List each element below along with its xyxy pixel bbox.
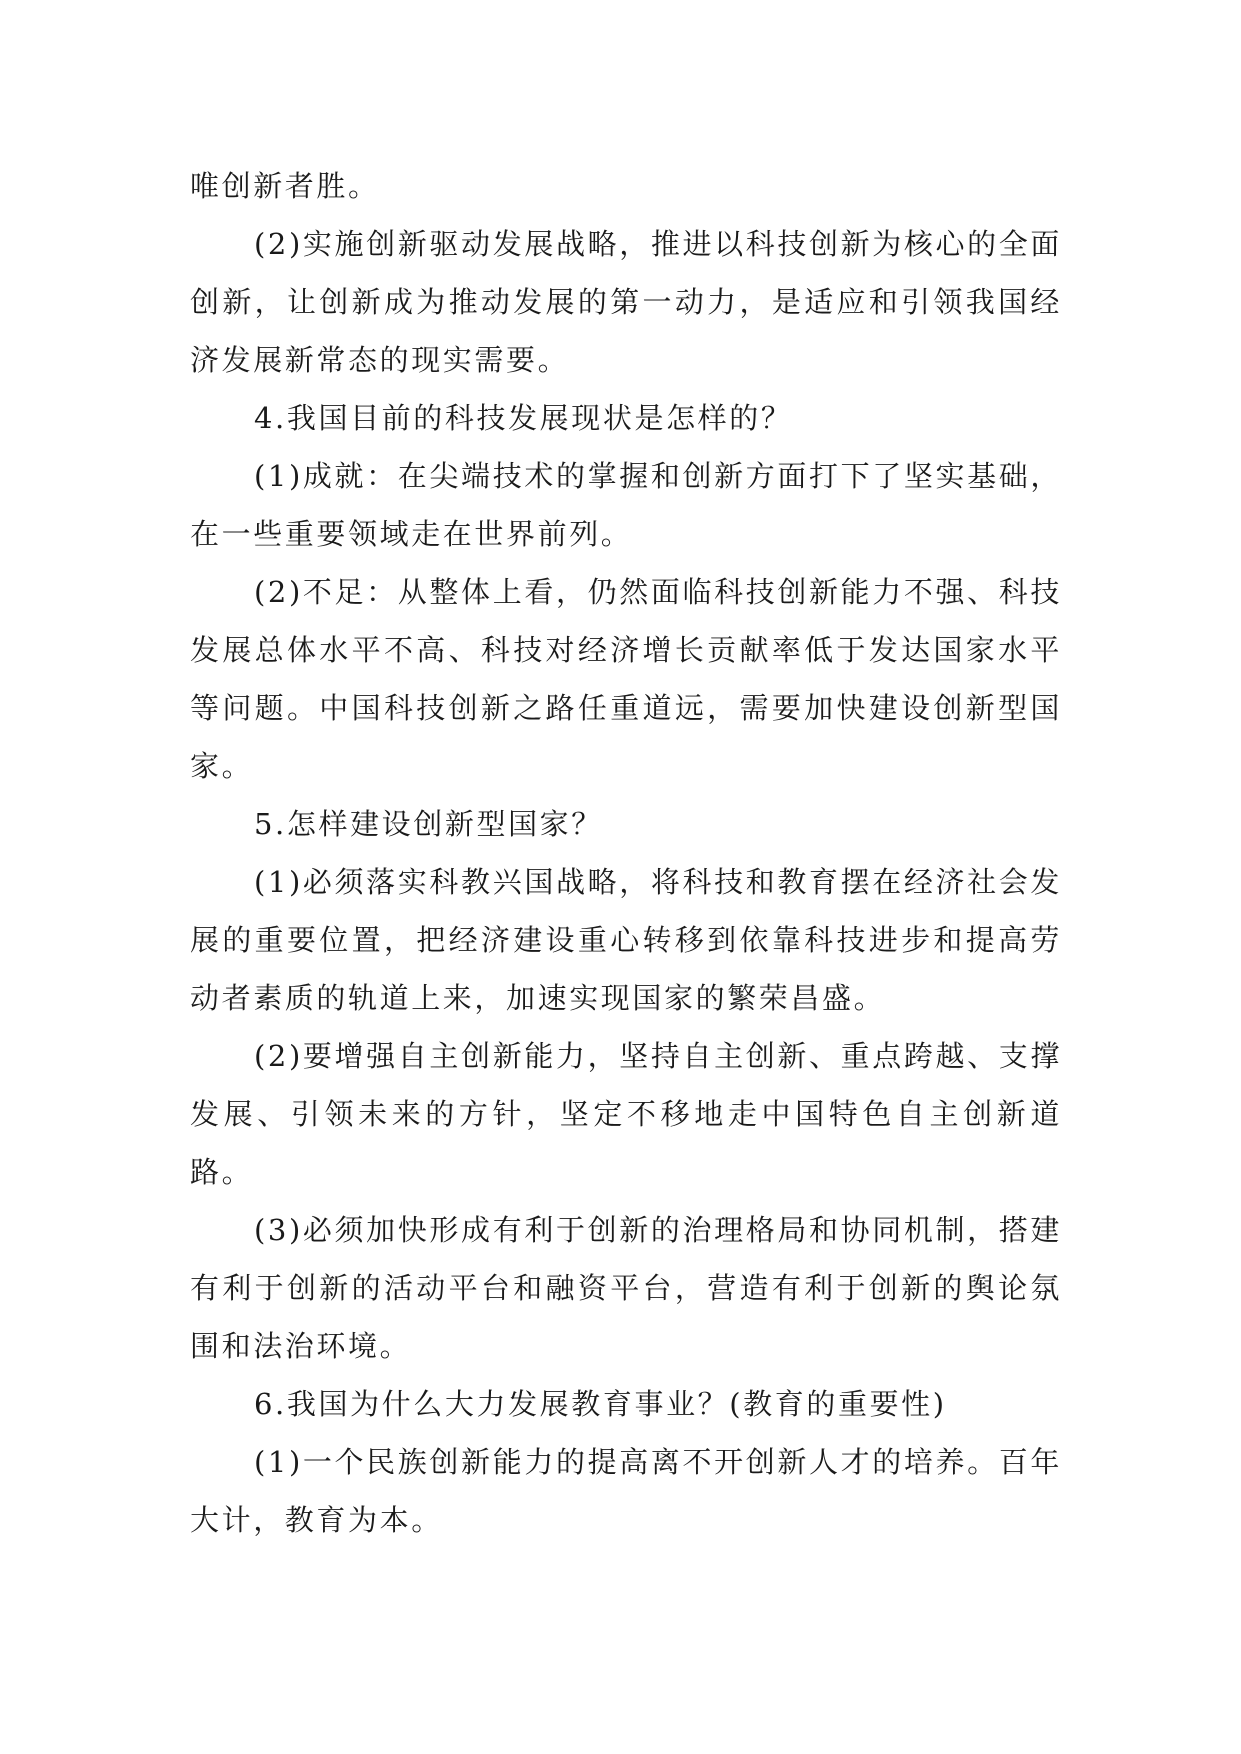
question-4-heading: 4.我国目前的科技发展现状是怎样的？ [254,401,793,435]
paragraph-innovation-strategy: (2)实施创新驱动发展战略，推进以科技创新为核心的全面创新，让创新成为推动发展的第一动力，是适应和引领我国经济发展新常态的现实需要。 [190,227,1062,377]
question-6-heading: 6.我国为什么大力发展教育事业？(教育的重要性) [254,1387,947,1421]
paragraph-education-importance: (1)一个民族创新能力的提高离不开创新人才的培养。百年大计，教育为本。 [190,1445,1062,1537]
paragraph-continuation: 唯创新者胜。 [190,169,380,203]
paragraph-shortcomings: (2)不足：从整体上看，仍然面临科技创新能力不强、科技发展总体水平不高、科技对经济增长贡献率低于发达国家水平等问题。中国科技创新之路任重道远，需要加快建设创新型国家。 [190,575,1062,783]
paragraph-science-education-strategy: (1)必须落实科教兴国战略，将科技和教育摆在经济社会发展的重要位置，把经济建设重心转移到依靠科技进步和提高劳动者素质的轨道上来，加速实现国家的繁荣昌盛。 [190,865,1062,1015]
document-body [190,157,1062,1549]
paragraph-independent-innovation: (2)要增强自主创新能力，坚持自主创新、重点跨越、支撑发展、引领未来的方针，坚定不移地走中国特色自主创新道路。 [190,1039,1062,1189]
paragraph-achievements: (1)成就：在尖端技术的掌握和创新方面打下了坚实基础，在一些重要领域走在世界前列。 [190,459,1062,551]
paragraph-governance-mechanism: (3)必须加快形成有利于创新的治理格局和协同机制，搭建有利于创新的活动平台和融资平台，营造有利于创新的舆论氛围和法治环境。 [190,1213,1062,1363]
question-5-heading: 5.怎样建设创新型国家？ [254,807,603,841]
